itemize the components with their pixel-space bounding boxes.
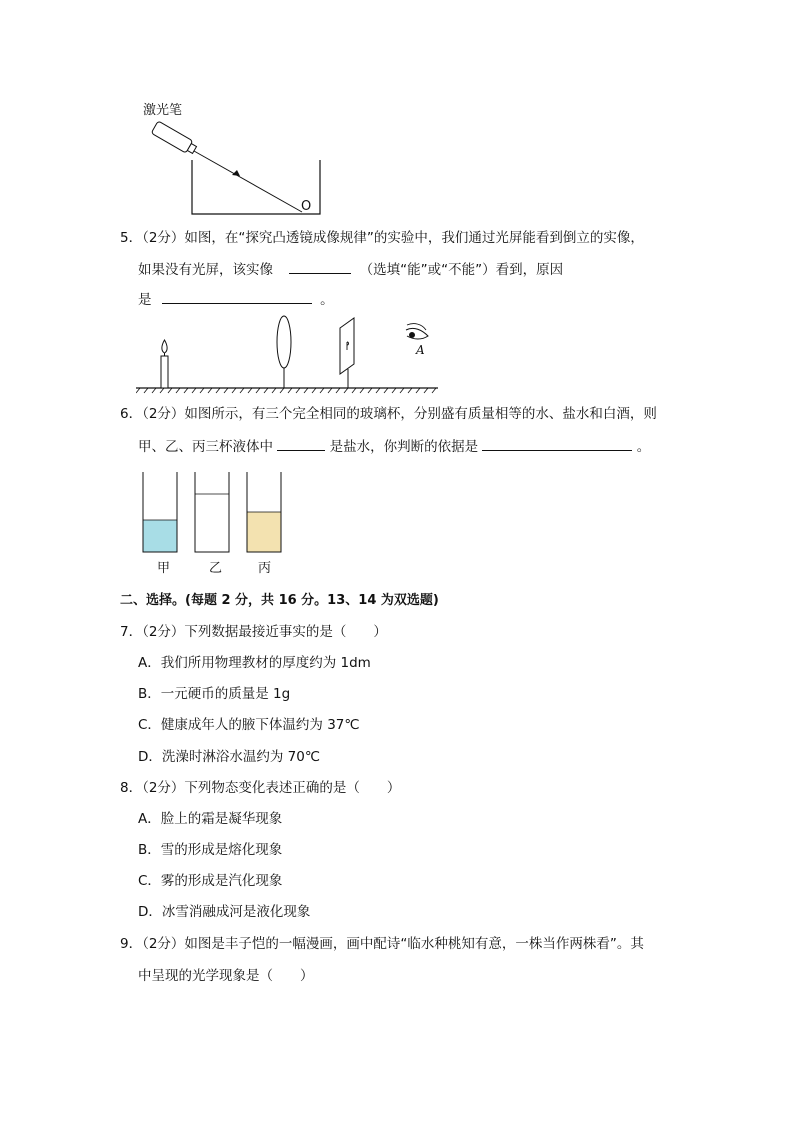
q5-line1: 5．（2分）如图，在“探究凸透镜成像规律”的实验中，我们通过光屏能看到倒立的实像， <box>120 230 644 246</box>
q5-blank-1[interactable] <box>289 259 351 274</box>
eye-label-a: A <box>416 343 425 357</box>
q5-line2-end: （选填“能”或“不能”）看到，原因 <box>359 262 564 278</box>
q8-option-d[interactable]: D．冰雪消融成河是液化现象 <box>138 904 311 920</box>
q8-option-b[interactable]: B．雪的形成是熔化现象 <box>138 842 283 858</box>
q8-stem: 8．（2分）下列物态变化表述正确的是（ ） <box>120 780 401 796</box>
section-heading: 二、选择。(每题 2 分，共 16 分。13、14 为双选题) <box>120 593 439 608</box>
q7-option-d[interactable]: D．洗澡时淋浴水温约为 70℃ <box>138 749 321 765</box>
q7-option-b[interactable]: B．一元硬币的质量是 1g <box>138 686 291 702</box>
cup-label-jia: 甲 <box>157 561 171 576</box>
cup-label-yi: 乙 <box>209 561 223 576</box>
q5-blank-2[interactable] <box>162 289 312 304</box>
q7-stem: 7．（2分）下列数据最接近事实的是（ ） <box>120 624 387 640</box>
q8-option-c[interactable]: C．雾的形成是汽化现象 <box>138 873 283 889</box>
lens-experiment-diagram <box>136 312 446 394</box>
q5-line3 <box>138 289 334 310</box>
q7-option-c[interactable]: C．健康成年人的腋下体温约为 37℃ <box>138 717 360 733</box>
q6-line2-mid: 是盐水，你判断的依据是 <box>329 439 479 455</box>
q5-line2-start: 如果没有光屏，该实像 <box>138 262 273 278</box>
three-cups-diagram <box>138 472 288 556</box>
q5-line3-start: 是 <box>138 292 152 308</box>
cup-label-bing: 丙 <box>258 561 272 576</box>
q9-line1: 9．（2分）如图是丰子恺的一幅漫画，画中配诗“临水种桃知有意，一株当作两株看”。其 <box>120 936 644 952</box>
q5-line2 <box>138 259 563 280</box>
q6-line1: 6．（2分）如图所示，有三个完全相同的玻璃杯，分别盛有质量相等的水、盐水和白酒，则 <box>120 406 657 422</box>
cup-bing-liquid <box>247 512 281 552</box>
q6-line2 <box>138 436 650 457</box>
cup-jia-liquid <box>143 520 177 552</box>
q6-line2-start: 甲、乙、丙三杯液体中 <box>138 439 273 455</box>
q6-blank-2[interactable] <box>482 436 632 451</box>
q9-line2: 中呈现的光学现象是（ ） <box>138 968 314 984</box>
q5-line3-end: 。 <box>320 292 334 308</box>
q8-option-a[interactable]: A．脸上的霜是凝华现象 <box>138 811 283 827</box>
q7-option-a[interactable]: A．我们所用物理教材的厚度约为 1dm <box>138 655 371 671</box>
q6-line2-end: 。 <box>636 439 651 455</box>
laser-pen-label: 激光笔 <box>143 103 183 118</box>
point-o-label: O <box>301 199 312 214</box>
q6-blank-1[interactable] <box>277 436 325 451</box>
